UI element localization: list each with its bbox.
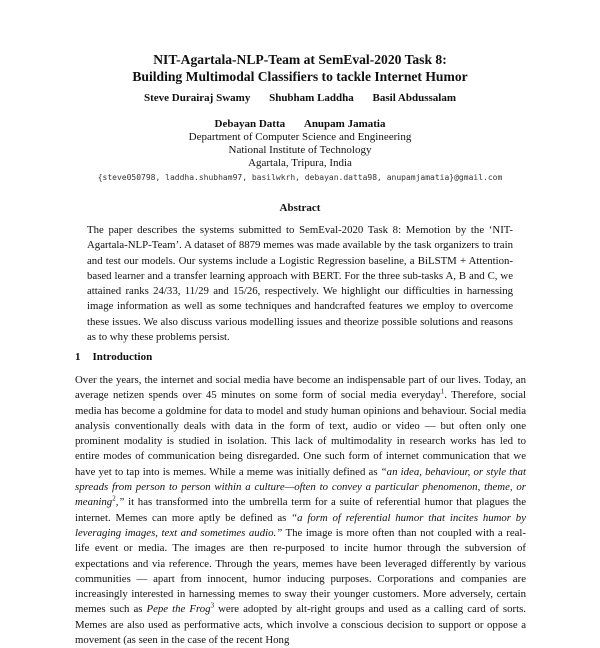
paper-title-line-2: Building Multimodal Classifiers to tackle Internet Humor [132, 69, 468, 84]
author-name: Debayan Datta [214, 118, 286, 130]
quote-close: ,” [115, 496, 125, 509]
footnote-marker: 1 [440, 387, 445, 396]
body-text-span: it has transformed into the umbrella term for a suite of referential humor that plagues the internet. Memes can more aptly be defined as [75, 496, 526, 524]
footnote-marker: 2 [112, 494, 116, 503]
paper-title-line-1: NIT-Agartala-NLP-Team at SemEval-2020 Task 8: [153, 52, 447, 67]
meme-definition-quote: “an idea, behaviour, or style that spreads from person to person within a culture—often to convey a particular phenomenon, theme, or meaning [75, 465, 526, 509]
author-name: Basil Abdussalam [372, 92, 456, 104]
section-number: 1 [75, 351, 81, 363]
body-text-span: Over the years, the internet and social media have become an indispensable part of our lives. Today, an average netizen spends over 45 minutes on some form of social media everyday [75, 374, 526, 402]
author-name: Steve Durairaj Swamy [144, 92, 251, 104]
abstract-heading: Abstract [279, 202, 321, 214]
affiliation-department: Department of Computer Science and Engineering [188, 131, 412, 143]
introduction-paragraph [75, 373, 526, 648]
section-title: Introduction [92, 351, 153, 363]
affiliation-institute: National Institute of Technology [228, 144, 372, 156]
body-text-span: The image is more often than not coupled with a real-life event or media. The images are then re-purposed to incite humor through the subversion of expectations and via reference. Through the years, memes have been leveraged differently by various communities — apart from innocent, humor inducing purposes. Corporations and companies are increasingly interested in harnessing memes to sway their younger customers. More adversely, certain memes such as [75, 526, 527, 616]
body-text-span: were adopted by alt-right groups and used as a calling card of sorts. Memes are also used as performative acts, which involve a conscious decision to support or oppose a movement (as seen in the case of the recent Hong [75, 603, 526, 647]
meme-name: Pepe the Frog [146, 603, 211, 616]
author-emails: {steve050798, laddha.shubham97, basilwkrh, debayan.datta98, anupamjamatia}@gmail.com [97, 173, 503, 182]
author-row-2 [0, 117, 600, 131]
author-name: Anupam Jamatia [303, 118, 386, 130]
body-text-span: . Therefore, social media has become a goldmine for data to model and study human opinions and behaviour. Social media analysis conventionally deals with data in the form of text, audio or video — but often only one prominent modality is studied in isolation. This lack of multimodality in research works has led to entire modes of communication being disregarded. One such form of internet communication that we have yet to tap into is memes. While a meme was initially defined as [75, 389, 527, 478]
author-name: Shubham Laddha [269, 92, 354, 104]
affiliation-location: Agartala, Tripura, India [248, 157, 352, 169]
meme-definition-quote: “a form of referential humor that incites humor by leveraging images, text and sometimes audio.” [75, 511, 526, 539]
section-heading [75, 350, 152, 364]
abstract-text: The paper describes the systems submitted to SemEval-2020 Task 8: Memotion by the ‘NIT-Agartala-NLP-Team’. A dataset of 8879 memes was made available by the task organizers to train and test our models. Our systems include a Logistic Regression baseline, a BiLSTM + Attention-based learner and a transfer learning approach with BERT. For the three sub-tasks A, B and C, we attained ranks 24/33, 11/29 and 15/26, respectively. We highlight our difficulties in harnessing image information as well as some techniques and handcrafted features we employ to overcome these issues. We also discuss various modelling issues and theorize possible solutions and reasons as to why these problems persist. [87, 224, 513, 344]
author-row-1 [0, 91, 600, 105]
footnote-marker: 3 [210, 601, 215, 610]
